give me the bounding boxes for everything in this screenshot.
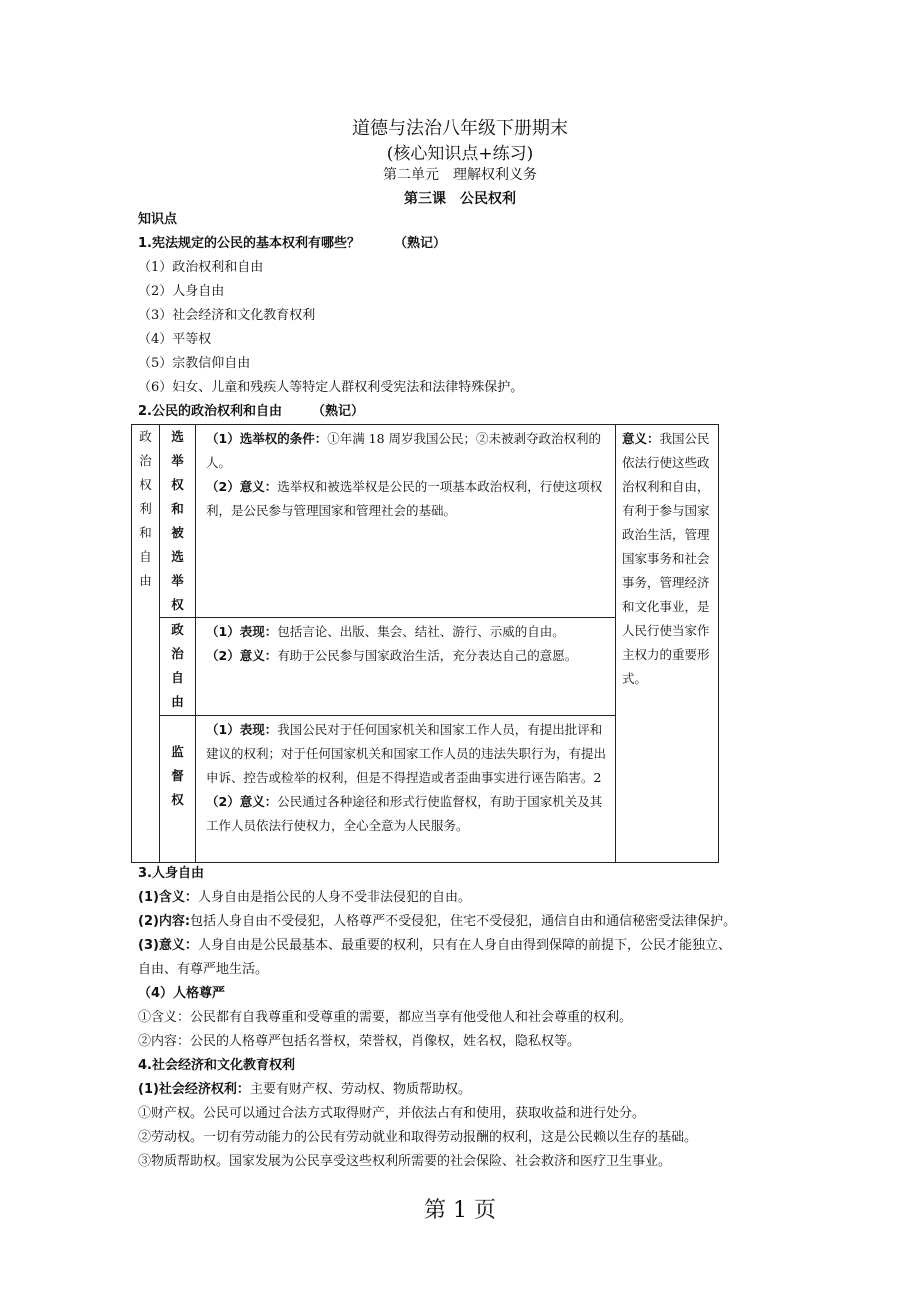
q1-item: （1）政治权利和自由 — [138, 260, 264, 275]
q1-item: （4）平等权 — [138, 332, 212, 347]
lesson-title: 第三课 公民权利 — [404, 191, 516, 207]
q2-heading: 2.公民的政治权利和自由 （熟记） — [138, 404, 364, 419]
q3-line: (3)意义：人身自由是公民最基本、最重要的权利，只有在人身自由得到保障的前提下，公民才能独立、 — [138, 938, 731, 953]
q4-line: ③物质帮助权。国家发展为公民享受这些权利所需要的社会保险、社会救济和医疗卫生事业。 — [138, 1154, 672, 1169]
q3-heading: 3.人身自由 — [138, 866, 204, 881]
q1-item: （3）社会经济和文化教育权利 — [138, 308, 316, 323]
unit-title: 第二单元 理解权利义务 — [383, 167, 537, 183]
category-cell: 政 治 权 利 和 自 由 — [132, 425, 160, 863]
q1-item: （2）人身自由 — [138, 284, 225, 299]
right-name-election: 选 举 权 和 被 选 举 权 — [160, 425, 196, 618]
q1-heading: 1.宪法规定的公民的基本权利有哪些？ （熟记） — [138, 236, 446, 251]
q3-line: ②内容：公民的人格尊严包括名誉权，荣誉权，肖像权，姓名权，隐私权等。 — [138, 1034, 581, 1049]
right-name-supervision: 监 督 权 — [160, 716, 196, 863]
q4-heading: 4.社会经济和文化教育权利 — [138, 1058, 295, 1073]
supervision-content: （1）表现：我国公民对于任何国家机关和国家工作人员，有提出批评和建议的权利；对于任何国家机关和国家工作人员的违法失职行为，有提出申诉、控告或检举的权利，但是不得捏造或者歪曲事实进行诬告陷害。2 （2）意义：公民通过各种途径和形式行使监督权，有助于国家机关及其工作人员依法行使权力，全心全意为人民服务。 — [196, 716, 616, 863]
page-number: 第 1 页 — [424, 1198, 496, 1223]
q4-line: ②劳动权。一切有劳动能力的公民有劳动就业和取得劳动报酬的权利，这是公民赖以生存的基础。 — [138, 1130, 698, 1145]
significance-cell: 意义：我国公民依法行使这些政治权利和自由，有利于参与国家政治生活，管理国家事务和社会事务，管理经济和文化事业，是人民行使当家作主权力的重要形式。 — [616, 425, 719, 863]
q3-subheading: （4）人格尊严 — [138, 986, 226, 1001]
doc-subtitle: (核心知识点+练习) — [386, 144, 534, 164]
doc-title: 道德与法治八年级下册期末 — [352, 118, 568, 139]
q4-line: (1)社会经济权利：主要有财产权、劳动权、物质帮助权。 — [138, 1082, 471, 1097]
q3-line: ①含义：公民都有自我尊重和受尊重的需要，都应当享有他受他人和社会尊重的权利。 — [138, 1010, 633, 1025]
q3-line: 自由、有尊严地生活。 — [138, 962, 269, 977]
political-freedom-content: （1）表现：包括言论、出版、集会、结社、游行、示威的自由。 （2）意义：有助于公民参与国家政治生活，充分表达自己的意愿。 — [196, 618, 616, 716]
q1-item: （5）宗教信仰自由 — [138, 356, 251, 371]
election-content: （1）选举权的条件：①年满 18 周岁我国公民；②未被剥夺政治权利的人。 （2）意义：选举权和被选举权是公民的一项基本政治权利，行使这项权利，是公民参与管理国家和管理社会的基础。 — [196, 425, 616, 618]
q3-line: (1)含义：人身自由是指公民的人身不受非法侵犯的自由。 — [138, 890, 471, 905]
q4-line: ①财产权。公民可以通过合法方式取得财产，并依法占有和使用，获取收益和进行处分。 — [138, 1106, 646, 1121]
section-label: 知识点 — [138, 212, 178, 227]
right-name-political-freedom: 政 治 自 由 — [160, 618, 196, 716]
political-rights-table — [131, 424, 719, 863]
q3-line: (2)内容:包括人身自由不受侵犯，人格尊严不受侵犯，住宅不受侵犯，通信自由和通信秘密受法律保护。 — [138, 914, 737, 929]
q1-item: （6）妇女、儿童和残疾人等特定人群权利受宪法和法律特殊保护。 — [138, 380, 524, 395]
